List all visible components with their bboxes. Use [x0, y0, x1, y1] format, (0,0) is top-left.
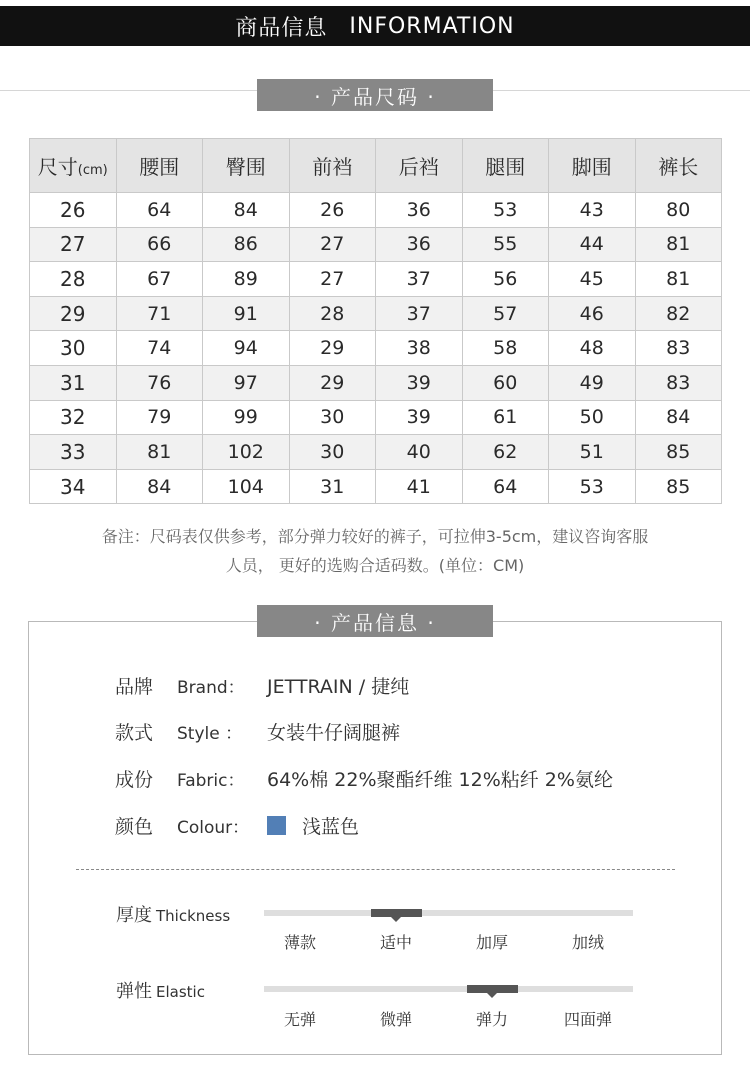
banner-title-cn: 商品信息	[235, 15, 328, 41]
table-cell: 55	[462, 227, 549, 262]
size-table-header	[30, 139, 722, 193]
colour-value: 浅蓝色	[302, 815, 360, 838]
table-cell: 51	[549, 435, 636, 470]
table-cell: 83	[635, 331, 722, 366]
table-cell: 39	[376, 365, 463, 400]
table-cell: 30	[289, 435, 376, 470]
table-cell: 36	[376, 227, 463, 262]
elastic-option: 弹力	[475, 1010, 508, 1029]
table-cell: 86	[203, 227, 290, 262]
table-cell: 102	[203, 435, 290, 470]
table-row	[30, 365, 722, 400]
thickness-track	[264, 910, 633, 916]
table-cell: 32	[30, 400, 117, 435]
table-cell: 53	[549, 469, 636, 504]
thickness-option: 加厚	[475, 933, 508, 952]
table-cell: 85	[635, 435, 722, 470]
table-cell: 89	[203, 262, 290, 297]
size-table	[29, 138, 722, 504]
table-cell: 81	[635, 227, 722, 262]
colour-label-en: Colour：	[177, 817, 250, 838]
fabric-row	[115, 763, 613, 793]
table-row	[30, 262, 722, 297]
table-cell: 61	[462, 400, 549, 435]
elastic-marker	[467, 985, 518, 993]
header-length: 裤长	[635, 139, 722, 193]
table-cell: 38	[376, 331, 463, 366]
table-cell: 43	[549, 193, 636, 228]
table-cell: 66	[116, 227, 203, 262]
table-cell: 53	[462, 193, 549, 228]
table-cell: 67	[116, 262, 203, 297]
table-cell: 99	[203, 400, 290, 435]
table-cell: 81	[635, 262, 722, 297]
table-cell: 45	[549, 262, 636, 297]
table-cell: 84	[116, 469, 203, 504]
table-cell: 62	[462, 435, 549, 470]
header-leg-opening: 脚围	[549, 139, 636, 193]
brand-label-cn: 品牌	[115, 675, 154, 698]
table-row	[30, 469, 722, 504]
style-value: 女装牛仔阔腿裤	[267, 721, 401, 744]
header-thigh: 腿围	[462, 139, 549, 193]
table-cell: 104	[203, 469, 290, 504]
header-back-rise: 后裆	[376, 139, 463, 193]
elastic-option: 微弹	[379, 1010, 412, 1029]
thickness-option: 适中	[379, 933, 412, 952]
table-cell: 84	[635, 400, 722, 435]
table-cell: 80	[635, 193, 722, 228]
table-row	[30, 193, 722, 228]
banner-title-en: INFORMATION	[349, 13, 515, 39]
dashed-divider	[76, 869, 675, 870]
table-cell: 29	[289, 365, 376, 400]
table-cell: 39	[376, 400, 463, 435]
table-cell: 28	[30, 262, 117, 297]
note-line-2: 人员， 更好的选购合适码数。(单位：CM)	[225, 556, 525, 575]
table-cell: 27	[289, 227, 376, 262]
table-cell: 36	[376, 193, 463, 228]
header-size: 尺寸(cm)	[30, 139, 117, 193]
table-row	[30, 400, 722, 435]
table-cell: 31	[30, 365, 117, 400]
table-cell: 33	[30, 435, 117, 470]
size-note	[30, 522, 720, 580]
style-label-cn: 款式	[115, 721, 154, 744]
thickness-label: 厚度 Thickness	[116, 905, 231, 926]
table-cell: 97	[203, 365, 290, 400]
table-cell: 85	[635, 469, 722, 504]
style-label-en: Style ：	[177, 723, 243, 744]
thickness-option: 薄款	[283, 933, 316, 952]
table-cell: 26	[30, 193, 117, 228]
table-cell: 91	[203, 296, 290, 331]
table-cell: 27	[289, 262, 376, 297]
table-row	[30, 227, 722, 262]
style-row	[115, 716, 400, 746]
table-cell: 94	[203, 331, 290, 366]
table-cell: 41	[376, 469, 463, 504]
table-cell: 46	[549, 296, 636, 331]
table-cell: 64	[116, 193, 203, 228]
table-cell: 31	[289, 469, 376, 504]
table-row	[30, 296, 722, 331]
header-waist: 腰围	[116, 139, 203, 193]
elastic-option: 无弹	[283, 1010, 316, 1029]
table-cell: 79	[116, 400, 203, 435]
table-cell: 30	[289, 400, 376, 435]
table-cell: 81	[116, 435, 203, 470]
brand-value: JETTRAIN / 捷纯	[267, 675, 410, 698]
header-hip: 臀围	[203, 139, 290, 193]
table-row	[30, 435, 722, 470]
table-row	[30, 331, 722, 366]
table-cell: 74	[116, 331, 203, 366]
note-line-1: 备注：尺码表仅供参考，部分弹力较好的裤子，可拉伸3-5cm，建议咨询客服	[101, 527, 649, 546]
table-cell: 44	[549, 227, 636, 262]
table-cell: 48	[549, 331, 636, 366]
table-cell: 83	[635, 365, 722, 400]
table-cell: 58	[462, 331, 549, 366]
table-cell: 34	[30, 469, 117, 504]
fabric-label-cn: 成份	[115, 768, 154, 791]
table-cell: 37	[376, 262, 463, 297]
table-cell: 49	[549, 365, 636, 400]
elastic-track	[264, 986, 633, 992]
table-cell: 84	[203, 193, 290, 228]
table-cell: 30	[30, 331, 117, 366]
brand-label-en: Brand：	[177, 677, 245, 698]
table-cell: 57	[462, 296, 549, 331]
elastic-option: 四面弹	[563, 1010, 612, 1029]
colour-row	[115, 810, 359, 840]
thickness-option: 加绒	[571, 933, 604, 952]
table-cell: 56	[462, 262, 549, 297]
table-cell: 37	[376, 296, 463, 331]
colour-label-cn: 颜色	[115, 815, 154, 838]
top-banner	[0, 6, 750, 46]
table-cell: 76	[116, 365, 203, 400]
table-cell: 29	[289, 331, 376, 366]
table-cell: 26	[289, 193, 376, 228]
header-front-rise: 前裆	[289, 139, 376, 193]
colour-swatch	[267, 816, 286, 835]
table-cell: 82	[635, 296, 722, 331]
info-section-title: · 产品信息 ·	[257, 605, 493, 637]
elastic-label: 弹性 Elastic	[116, 981, 205, 1002]
table-cell: 40	[376, 435, 463, 470]
table-cell: 71	[116, 296, 203, 331]
size-section-title: · 产品尺码 ·	[257, 79, 493, 111]
fabric-label-en: Fabric：	[177, 770, 245, 791]
table-cell: 50	[549, 400, 636, 435]
thickness-marker	[371, 909, 422, 917]
table-cell: 28	[289, 296, 376, 331]
table-cell: 64	[462, 469, 549, 504]
table-cell: 60	[462, 365, 549, 400]
table-cell: 29	[30, 296, 117, 331]
brand-row	[115, 670, 409, 700]
fabric-value: 64%棉 22%聚酯纤维 12%粘纤 2%氨纶	[267, 768, 613, 791]
table-cell: 27	[30, 227, 117, 262]
